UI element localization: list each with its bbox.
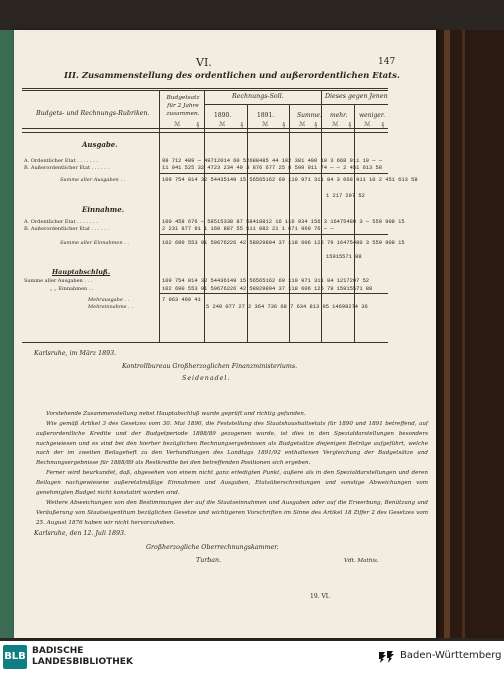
diff-value: 15915571 88	[326, 254, 362, 260]
row-values: 5 240 077 27 2 364 736 68 7 634 813 95 14698274 36	[206, 304, 368, 310]
signatory: Turban.	[196, 557, 222, 564]
subheader-rule	[204, 104, 321, 105]
sum-label: Summe aller Einnahmen . .	[60, 240, 129, 246]
row-values: 109 754 014 32 54436149 15 56565162 69 110 971 311 84 1217297 52	[162, 278, 370, 284]
blb-line1: BADISCHE	[32, 646, 84, 656]
page-edge-band	[462, 30, 465, 638]
row-values: 7 063 460 41	[162, 297, 201, 303]
subheader-rule	[321, 104, 388, 105]
office-name: Kontrollbureau Großherzoglichen Finanzministeriums.	[122, 363, 298, 370]
signature-mark: 19. VI.	[310, 593, 331, 600]
row-label: B. Außerordentlicher Etat . . . . . .	[24, 226, 110, 232]
row-label: A. Ordentlicher Etat . . . . . . .	[24, 219, 98, 225]
pf-unit: ₰	[282, 121, 285, 128]
sum-rule	[159, 234, 388, 235]
paragraph: Wie gemäß Artikel 3 des Gesetzes vom 30. Mai 1890, die Feststellung des Staatshaushaltsetats für 1890 und 1891 betreffend, auf außerordentliche Kredite und der Budgetperiode 1888/89 gezogenen wurde, ist dies in den Spezialdarstellungen besonders nachgewiesen und es sind bei den hierher bezüglichen Rechnungsergebnissen als Budgetsätze diejenigen Beträge aufgeführt, welche nach der im zweiten Beilageheft zu den Verhandlungen des Landtags 1891/92 enthaltenen Vergleichung der Budgetsätze und Rechnungsergebnisse für 1888/89 als Restkredite bei den betreffenden Positionen sich ergeben.	[36, 421, 428, 467]
paragraph: Vorstehende Zusammenstellung nebst Hauptabschluß wurde geprüft und richtig gefunden.	[46, 411, 306, 417]
section-roman: VI.	[196, 56, 212, 69]
header-rubriken: Budgets- und Rechnungs-Rubriken.	[36, 110, 150, 117]
row-values: 100 458 676 — 58515338 87 58418812 16 116 934 156 3 16475480 3 — 559 908 15	[162, 219, 405, 225]
row-values: 11 041 525 32 4723 234 49 3 876 677 25 8 599 911 74 — — 2 451 613 58	[162, 165, 382, 171]
table-top-rule	[22, 90, 388, 91]
section-hauptabschluss: Hauptabschluß.	[52, 268, 111, 276]
sum-rule	[159, 293, 388, 294]
col-divider	[159, 90, 160, 342]
page-number: 147	[378, 57, 396, 67]
header-summe: Summe.	[297, 112, 322, 119]
blb-logo[interactable]: BLB	[3, 645, 27, 669]
place-date: Karlsruhe, im März 1893.	[34, 350, 117, 357]
sum-values: 102 690 553 91 59676226 42 58929894 37 118 606 125 79 16475480 3 559 908 15	[162, 240, 405, 246]
row-values: 102 690 553 91 59676226 42 58929894 37 118 606 125 79 15915571 88	[162, 286, 373, 292]
sum-label: Summe aller Ausgaben . .	[60, 177, 126, 183]
section-einnahme: Einnahme.	[82, 205, 125, 214]
row-label: Mehreinnahme . .	[88, 304, 133, 310]
header-1891: 1891.	[257, 112, 275, 119]
table-top-rule	[22, 88, 388, 89]
mark-unit: ℳ	[364, 121, 371, 128]
header-rechnung-soll: Rechnungs-Soll.	[232, 93, 284, 100]
header-mehr: mehr.	[330, 112, 348, 119]
sum-rule	[159, 173, 388, 174]
mark-unit: ℳ	[332, 121, 339, 128]
header-1890: 1890.	[214, 112, 232, 119]
header-rule	[22, 132, 388, 133]
diff-value: 1 217 297 52	[326, 193, 365, 199]
mark-unit: ℳ	[219, 121, 226, 128]
blb-library-name	[32, 646, 133, 668]
place-date: Karlsruhe, den 12. Juli 1893.	[34, 530, 127, 537]
header-rule	[22, 128, 388, 129]
row-label: Mehrausgabe . .	[88, 297, 130, 303]
pf-unit: ₰	[348, 121, 351, 128]
paragraph: Weitere Abweichungen von den Bestimmungen der auf die Staatseinnahmen und Ausgaben oder auf die Erwerbung, Benützung und Veräußerung von Staatseigenthum bezüglichen Gesetze und wichtigeren Vorschriften im Sinne des Artikel 18 Ziffer 2 des Gesetzes vom 25. August 1876 haben wir nicht hervorzuheben.	[36, 500, 428, 526]
signatory-vdt: Vdt. Mathis.	[344, 558, 379, 564]
paragraph: Ferner wird beurkundet, daß, abgesehen von einem nicht ganz erledigten Punkt, außere als in den Spezialdarstellungen und deren Beilagen nachgewiesene außeretatmäßige Einnahmen und Ausgaben, Etatsüberschreitungen und sonstige Abweichungen vom genehmigten Budget nicht konstatirt worden sind.	[36, 470, 428, 496]
section-ausgabe: Ausgabe.	[82, 140, 118, 149]
mark-unit: ℳ	[299, 121, 306, 128]
baden-wuerttemberg-lion-icon	[377, 648, 395, 666]
table-bottom-rule	[22, 342, 388, 343]
table-title: III. Zusammenstellung des ordentlichen und außerordentlichen Etats.	[64, 71, 400, 81]
mark-unit: ℳ	[262, 121, 269, 128]
pf-unit: ₰	[240, 121, 243, 128]
pf-unit: ₰	[196, 121, 199, 128]
pf-unit: ₰	[381, 121, 384, 128]
pf-unit: ₰	[314, 121, 317, 128]
row-values: 2 231 877 91 1 160 887 55 511 082 21 1 671 969 76 — —	[162, 226, 334, 232]
row-label: B. Außerordentlicher Etat . . . . . .	[24, 165, 110, 171]
header-budget: Budgetsatz für 2 Jahre zusammen.	[166, 95, 200, 117]
blb-line2: LANDESBIBLIOTHEK	[32, 657, 133, 667]
header-weniger: weniger.	[359, 112, 385, 119]
col-divider	[204, 90, 205, 342]
row-label: Summe aller Ausgaben . . .	[24, 278, 93, 284]
mark-unit: ℳ	[174, 121, 181, 128]
document-page	[14, 30, 436, 638]
book-binding	[0, 30, 14, 638]
row-values: 98 712 489 — 49712014 60 52688485 44 102 381 400 10 3 668 911 10 — —	[162, 158, 382, 164]
header-gegen: Dieses gegen Jenen	[325, 93, 388, 100]
signatory: Seidenadel.	[182, 375, 231, 382]
row-label: „ „ Einnahmen . .	[50, 286, 94, 292]
office-name: Großherzogliche Oberrechnungskammer.	[146, 544, 279, 551]
row-label: A. Ordentlicher Etat . . . . . . .	[24, 158, 98, 164]
viewer-footer	[0, 641, 504, 673]
sum-values: 109 754 014 32 54435149 15 56565162 69 110 971 311 84 3 668 911 10 2 451 613 58	[162, 177, 418, 183]
baden-wuerttemberg-label[interactable]: Baden-Württemberg	[400, 650, 502, 661]
page-edge-band	[444, 30, 450, 638]
